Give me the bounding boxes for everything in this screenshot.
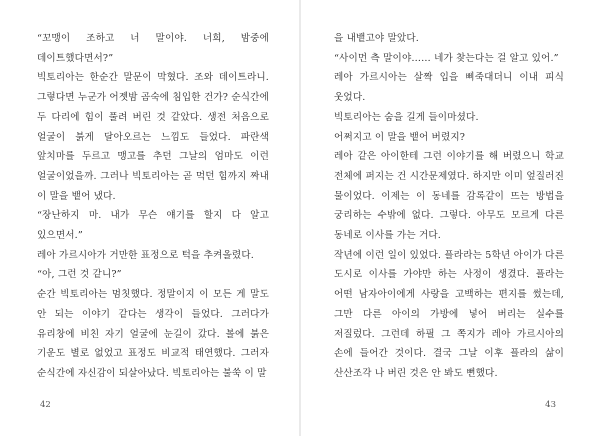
- paragraph: 레아 가르시아는 살짝 입을 삐죽대더니 이내 피식 웃었다.: [334, 72, 564, 104]
- paragraph: “아, 그런 것 같니?”: [37, 269, 122, 281]
- paragraph: 레아 같은 아이한테 그런 이야기를 해 버렸으니 학교 전체에 퍼지는 건 시간문제였다. 하지만 이미 엎질러진 물이었다. 이제는 이 동네를 감록같이 뜨는 방법을 궁리하는 수밖에 없다. 그렇다. 아무도 모르게 다른 동네로 이사를 가는 거다.: [334, 151, 564, 242]
- page-number: 43: [545, 400, 556, 410]
- paragraph: 레아 가르시아가 거만한 표정으로 턱을 추켜올렸다.: [37, 249, 254, 261]
- right-page: [300, 0, 600, 436]
- paragraph: 빅토리아는 숨을 길게 들이마셨다.: [334, 111, 479, 123]
- paragraph: 작년에 이런 일이 있었다. 플라라는 5학년 아이가 다른 도시로 이사를 가야만 하는 사정이 생겼다. 플라는 어떤 남자아이에게 사랑을 고백하는 편지를 썼는데, 그만 다른 아이의 가방에 넣어 버리는 실수를 저질렀다. 그런데 하필 그 쪽지가 레아 가르시아의 손에 들어간 것이다. 결국 그날 이후 플라의 삶이 산산조각 나 버린 것은 안 봐도 뻔했다.: [334, 249, 564, 379]
- paragraph: 을 내뱉고야 말았다.: [334, 33, 419, 44]
- paragraph: 순간 빅토리아는 멈칫했다. 정말이지 이 모든 게 말도 안 되는 이야기 같다는 생각이 들었다. 그러다가 유리창에 비친 자기 얼굴에 눈길이 갔다. 볼에 붉은 기운도 별로 없었고 표정도 비교적 태연했다. 그러자 순식간에 자신감이 되살아났다. 빅토리아는 불쑥 이 말: [37, 289, 269, 379]
- paragraph: 빅토리아는 한순간 말문이 막혔다. 조와 데이트라니. 그렇다면 누군가 어젯밤 곰숙에 침입한 건가? 순식간에 두 다리에 힘이 풀려 버린 것 같았다. 생전 처음으로 얼굴이 붉게 달아오르는 느낌도 들었다. 파란색 앞치마를 두르고 맹고를 추던 그날의 엄마도 이런 얼굴이었을까. 그러나 빅토리아는 곧 먹던 힘까지 짜내 이 말을 뱉어 냈다.: [37, 72, 269, 202]
- page-number: 42: [40, 400, 51, 410]
- paragraph: 어쩌지고 이 말을 뱉어 버렸지?: [334, 131, 466, 143]
- paragraph: “사이먼 측 말이야…… 네가 찾는다는 걸 알고 있어.”: [334, 52, 559, 64]
- paragraph: “꼬맹이 조하고 너 말이야. 너희, 밤중에 데이트했다면서?”: [37, 33, 269, 64]
- paragraph: “장난하지 마. 내가 무슨 얘기를 할지 다 알고 있으면서.”: [37, 210, 269, 242]
